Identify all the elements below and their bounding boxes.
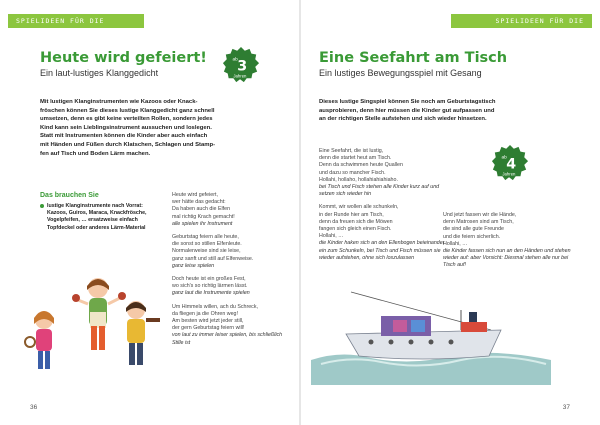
page-number-right: 37 — [562, 404, 570, 411]
left-poem — [172, 192, 292, 347]
children-with-instruments-illustration — [18, 268, 168, 378]
intro-line: ausprobieren, denn hier müssen die Kinder gut aufpassen und — [319, 107, 495, 114]
right-header-band: SPIELIDEEN FÜR DIE GEBURTSTAGSFEIER — [451, 14, 592, 28]
materials-line: Kazoos, Guiros, Maraca, Knackfrösche, — [47, 210, 147, 217]
song-line: Eine Seefahrt, die ist lustig, — [319, 148, 384, 154]
poem-line: Um Himmels willen, ach du Schreck, — [172, 303, 258, 310]
song-line: denn die startet heut am Tisch. — [319, 155, 392, 162]
poem-note: ganz laut die Instrumente spielen — [172, 290, 250, 297]
song-line: und dazu so mancher Fisch. — [319, 169, 386, 176]
intro-line: umsetzen, denn es gibt keine verteilten Rollen, sondern jedes — [40, 116, 213, 123]
materials-line: lustige Klanginstrumente nach Vorrat: — [47, 203, 143, 209]
right-page-subtitle: Ein lustiges Bewegungsspiel mit Gesang — [319, 68, 482, 78]
age-badge-4 — [491, 144, 529, 182]
song-line: und die feiern sicherlich. — [443, 233, 501, 240]
materials-line: Topfdeckel oder anderes Lärm-Material — [47, 224, 146, 231]
badge-unit: Jahren — [502, 171, 516, 177]
song-stanza — [319, 204, 449, 262]
age-badge-3 — [222, 46, 260, 84]
poem-stanza — [172, 276, 292, 298]
rosette-badge-icon — [491, 144, 529, 182]
song-line: die sind alle gute Freunde — [443, 226, 504, 233]
intro-line: Mit lustigen Klanginstrumenten wie Kazoos oder Knack- — [40, 99, 198, 105]
intro-line: fen auf Tisch und Boden Lärm machen. — [40, 150, 151, 157]
song-line: Hollahi, … — [443, 240, 468, 247]
poem-line: mal richtig Krach gemacht! — [172, 213, 235, 220]
poem-line: wo sich's so richtig lärmen lässt. — [172, 283, 248, 290]
materials-list — [40, 203, 165, 232]
left-header-band: SPIELIDEEN FÜR DIE GEBURTSTAGSFEIER — [8, 14, 144, 28]
poem-line: Am besten wird jetzt jeder still, — [172, 318, 244, 325]
poem-line: Heute wird gefeiert, — [172, 192, 218, 198]
song-line: denn Matrosen sind am Tisch, — [443, 219, 514, 226]
page-number-left: 36 — [30, 404, 38, 411]
poem-line: der gern Geburtstag feiern will! — [172, 325, 245, 332]
materials-title: Das brauchen Sie — [40, 192, 99, 199]
poem-stanza — [172, 234, 292, 270]
left-intro — [40, 98, 270, 158]
intro-line: an der richtigen Stelle aufstehen und sich wieder hinsetzen. — [319, 116, 487, 123]
poem-note: alle spielen ihr Instrument — [172, 220, 233, 227]
song-stanza — [443, 212, 581, 270]
intro-line: Dieses lustige Singspiel können Sie noch am Geburtstagstisch — [319, 99, 496, 105]
intro-line: Statt mit Instrumenten können die Kinder aber auch einfach — [40, 133, 208, 140]
poem-line: die sonst so stillen Elfenleute. — [172, 241, 242, 248]
song-line: Denn da schwimmen heute Quallen — [319, 162, 403, 169]
badge-prefix: ab — [232, 57, 238, 63]
right-page-title: Eine Seefahrt am Tisch — [319, 50, 508, 66]
song-column-2 — [443, 212, 581, 276]
poem-stanza — [172, 304, 292, 347]
song-stanza — [319, 148, 449, 198]
poem-note: von laut zu immer leiser spielen, bis schließlich Stille ist — [172, 332, 283, 346]
song-note: die Kinder haken sich an den Ellenbogen beieinander ein zum Schunkeln, bei Tisch und Fisch müssen sie wieder aufstehen, ohne sich loszulassen — [319, 240, 445, 261]
song-line: fangen sich gleich einen Fisch. — [319, 226, 392, 233]
badge-number: 4 — [506, 156, 517, 173]
party-ship-illustration — [311, 290, 551, 385]
badge-prefix: ab — [501, 155, 507, 161]
song-line: Hollahi, hollaho, hollahiahiahiaho. — [319, 176, 398, 183]
poem-line: ganz sanft und still auf Elfenweise. — [172, 255, 254, 262]
song-note: die Kinder fassen sich nun an den Händen und stehen wieder auf: aber Vorsicht: Diesmal stehen alle nur bei Tisch auf! — [443, 248, 571, 269]
song-line: Und jetzt fassen wir die Hände, — [443, 212, 517, 218]
poem-stanza — [172, 192, 292, 228]
poem-line: Geburtstag feiern alle heute, — [172, 234, 239, 241]
song-line: denn da freuen sich die Möwen — [319, 218, 393, 225]
right-intro — [319, 98, 569, 124]
badge-number: 3 — [237, 58, 248, 75]
badge-unit: Jahren — [233, 73, 247, 79]
intro-line: Kind kann sein Lieblingsinstrument aussuchen und loslegen. — [40, 124, 212, 131]
poem-line: Da haben auch die Elfen — [172, 206, 231, 213]
song-column-1 — [319, 148, 449, 268]
poem-note: ganz leise spielen — [172, 262, 215, 269]
bullet-icon — [40, 204, 44, 208]
poem-line: da fliegen ja die Ohren weg! — [172, 310, 238, 317]
right-page — [301, 0, 600, 425]
intro-line: fröschen können Sie dieses lustige Klanggedicht ganz schnell — [40, 107, 215, 114]
song-line: in der Runde hier am Tisch, — [319, 211, 384, 218]
song-line: Hollahi, … — [319, 233, 344, 240]
poem-line: wer hätte das gedacht: — [172, 199, 226, 206]
intro-line: mit Händen und Füßen durch Klatschen, Schlagen und Stamp- — [40, 141, 216, 148]
left-page-subtitle: Ein laut-lustiges Klanggedicht — [40, 68, 159, 78]
left-page-title: Heute wird gefeiert! — [40, 50, 207, 66]
left-page — [0, 0, 299, 425]
song-note: bei Tisch und Fisch stehen alle Kinder kurz auf und setzen sich wieder hin — [319, 184, 440, 198]
song-line: Kommt, wir wollen alle schunkeln, — [319, 204, 399, 211]
poem-line: Doch heute ist ein großes Fest, — [172, 276, 246, 283]
rosette-badge-icon — [222, 46, 260, 84]
poem-line: Normalerweise sind sie leise, — [172, 248, 241, 255]
materials-line: Vogelpfeifen, … ersatzweise einfach — [47, 217, 138, 224]
